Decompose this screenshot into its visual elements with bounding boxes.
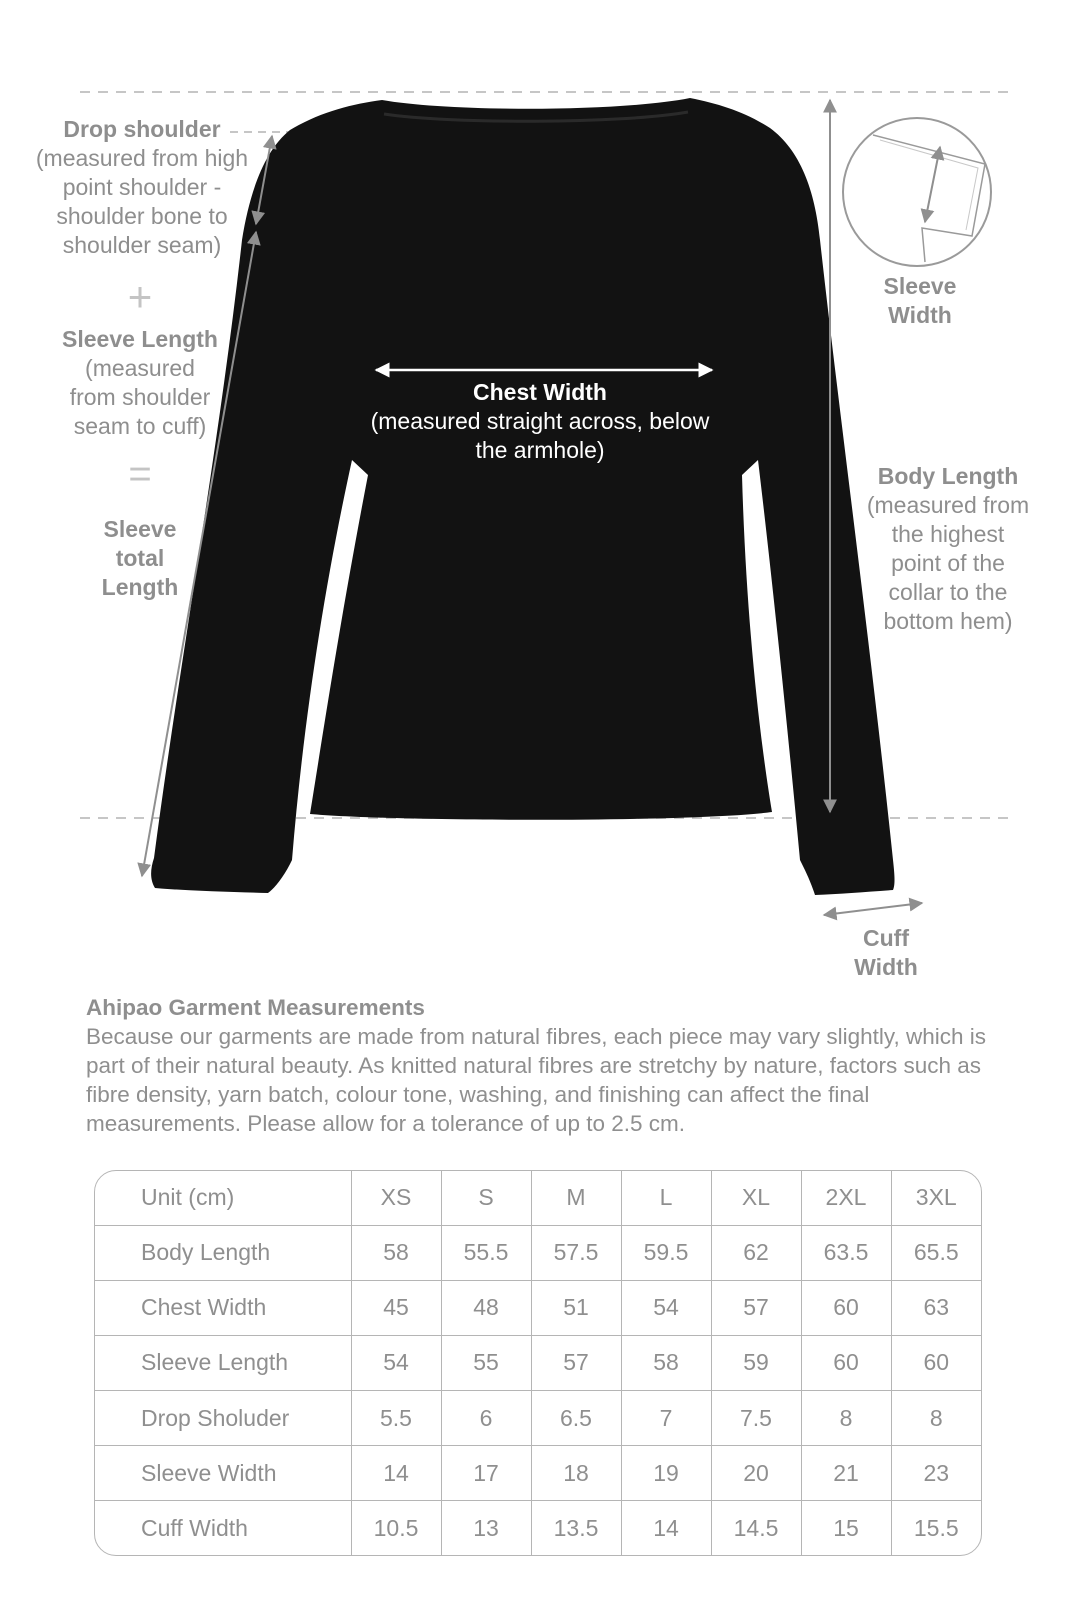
- measurements-intro: [86, 993, 1016, 1138]
- sleeve-length-desc-2: from shoulder: [69, 384, 211, 410]
- sleeve-length-label: [40, 325, 240, 441]
- drop-shoulder-desc-4: shoulder seam): [62, 232, 222, 258]
- header-s: S: [441, 1171, 531, 1225]
- chest-width-label: [340, 378, 740, 465]
- table-cell: 8: [801, 1391, 891, 1446]
- sleeve-total-line-2: total: [115, 545, 165, 571]
- table-row: [95, 1280, 981, 1335]
- table-cell: 15: [801, 1501, 891, 1555]
- table-cell: 13.5: [531, 1501, 621, 1555]
- table-cell: 20: [711, 1446, 801, 1501]
- table-cell: 54: [621, 1280, 711, 1335]
- cuff-width-label: [826, 924, 946, 982]
- drop-shoulder-title: Drop shoulder: [63, 116, 221, 142]
- drop-shoulder-desc-2: point shoulder -: [62, 174, 222, 200]
- table-cell: 5.5: [351, 1391, 441, 1446]
- cuff-width-arrow: [824, 903, 922, 915]
- row-label: Drop Sholuder: [95, 1391, 351, 1446]
- body-length-desc-2: the highest: [891, 521, 1005, 547]
- header-xs: XS: [351, 1171, 441, 1225]
- header-2xl: 2XL: [801, 1171, 891, 1225]
- table-cell: 51: [531, 1280, 621, 1335]
- size-table: [94, 1170, 982, 1556]
- header-unit: Unit (cm): [95, 1171, 351, 1225]
- sleeve-length-title: Sleeve Length: [62, 326, 218, 352]
- table-cell: 23: [891, 1446, 981, 1501]
- table-row: [95, 1501, 981, 1555]
- table-cell: 58: [621, 1335, 711, 1390]
- table-cell: 59: [711, 1335, 801, 1390]
- table-cell: 17: [441, 1446, 531, 1501]
- sleeve-length-desc-3: seam to cuff): [73, 413, 207, 439]
- table-cell: 57: [711, 1280, 801, 1335]
- table-cell: 7.5: [711, 1391, 801, 1446]
- table-cell: 14.5: [711, 1501, 801, 1555]
- row-label: Cuff Width: [95, 1501, 351, 1555]
- sleeve-width-label: [860, 272, 980, 330]
- table-cell: 8: [891, 1391, 981, 1446]
- body-length-desc-1: (measured from: [866, 492, 1030, 518]
- sleeve-width-line-2: Width: [888, 302, 952, 328]
- cuff-width-line-2: Width: [854, 954, 918, 980]
- table-cell: 57: [531, 1335, 621, 1390]
- equals-symbol: =: [128, 452, 152, 496]
- plus-symbol: +: [127, 273, 153, 320]
- header-m: M: [531, 1171, 621, 1225]
- table-cell: 60: [801, 1335, 891, 1390]
- table-cell: 55: [441, 1335, 531, 1390]
- sleeve-total-length-label: [70, 515, 210, 602]
- table-cell: 19: [621, 1446, 711, 1501]
- sleeve-total-line-3: Length: [101, 574, 179, 600]
- table-cell: 57.5: [531, 1225, 621, 1280]
- drop-shoulder-desc-1: (measured from high: [35, 145, 249, 171]
- table-cell: 54: [351, 1335, 441, 1390]
- table-cell: 6.5: [531, 1391, 621, 1446]
- table-cell: 14: [351, 1446, 441, 1501]
- table-row: [95, 1391, 981, 1446]
- measurements-title: Ahipao Garment Measurements: [86, 995, 425, 1020]
- body-length-desc-4: collar to the: [888, 579, 1008, 605]
- sleeve-width-line-1: Sleeve: [883, 273, 957, 299]
- row-label: Sleeve Width: [95, 1446, 351, 1501]
- table-cell: 48: [441, 1280, 531, 1335]
- body-length-label: [848, 462, 1048, 636]
- table-cell: 58: [351, 1225, 441, 1280]
- table-header-row: [95, 1171, 981, 1225]
- header-l: L: [621, 1171, 711, 1225]
- table-cell: 15.5: [891, 1501, 981, 1555]
- table-cell: 21: [801, 1446, 891, 1501]
- table-cell: 14: [621, 1501, 711, 1555]
- header-xl: XL: [711, 1171, 801, 1225]
- sleeve-width-inset: [843, 118, 991, 266]
- chest-width-title: Chest Width: [473, 379, 607, 405]
- row-label: Chest Width: [95, 1280, 351, 1335]
- table-row: [95, 1225, 981, 1280]
- table-cell: 10.5: [351, 1501, 441, 1555]
- table-cell: 45: [351, 1280, 441, 1335]
- table-cell: 13: [441, 1501, 531, 1555]
- sleeve-total-line-1: Sleeve: [103, 516, 177, 542]
- table-cell: 63.5: [801, 1225, 891, 1280]
- table-row: [95, 1446, 981, 1501]
- body-length-desc-5: bottom hem): [883, 608, 1013, 634]
- sweater-silhouette: [151, 98, 894, 895]
- drop-shoulder-desc-3: shoulder bone to: [56, 203, 228, 229]
- drop-shoulder-label: [28, 115, 256, 260]
- chest-width-desc-2: the armhole): [475, 437, 605, 463]
- cuff-width-line-1: Cuff: [863, 925, 909, 951]
- row-label: Sleeve Length: [95, 1335, 351, 1390]
- body-length-desc-3: point of the: [891, 550, 1005, 576]
- row-label: Body Length: [95, 1225, 351, 1280]
- table-cell: 55.5: [441, 1225, 531, 1280]
- table-cell: 6: [441, 1391, 531, 1446]
- table-cell: 62: [711, 1225, 801, 1280]
- table-cell: 59.5: [621, 1225, 711, 1280]
- measurements-description: Because our garments are made from natural fibres, each piece may vary slightly, which is part of their natural beauty. As knitted natural fibres are stretchy by nature, factors such as fibre density, yarn batch, colour tone, washing, and finishing can affect the final measurements. Please allow for a tolerance of up to 2.5 cm.: [86, 1024, 986, 1136]
- table-row: [95, 1335, 981, 1390]
- table-cell: 60: [891, 1335, 981, 1390]
- table-cell: 63: [891, 1280, 981, 1335]
- table-cell: 60: [801, 1280, 891, 1335]
- sleeve-length-desc-1: (measured: [85, 355, 195, 381]
- table-cell: 18: [531, 1446, 621, 1501]
- table-cell: 7: [621, 1391, 711, 1446]
- header-3xl: 3XL: [891, 1171, 981, 1225]
- chest-width-desc-1: (measured straight across, below: [370, 408, 710, 434]
- body-length-title: Body Length: [877, 463, 1019, 489]
- table-cell: 65.5: [891, 1225, 981, 1280]
